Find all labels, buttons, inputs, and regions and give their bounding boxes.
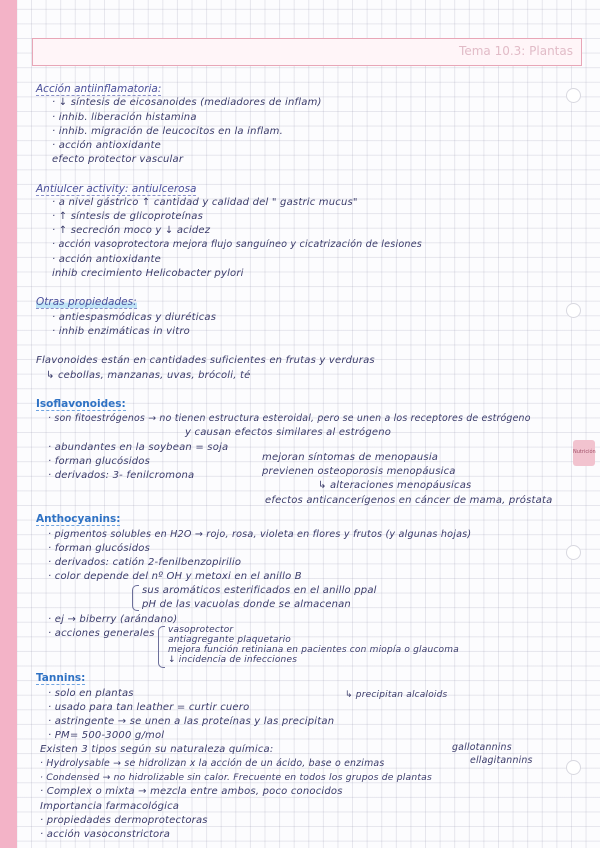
note-line: · derivados: 3- fenilcromona — [48, 470, 195, 481]
note-line: · acción antioxidante — [52, 254, 161, 265]
note-line: · inhib. migración de leucocitos en la inflam. — [52, 126, 283, 137]
note-line: · acción vasoprotectora mejora flujo sanguíneo y cicatrización de lesiones — [52, 239, 422, 250]
note-line: · usado para tan leather = curtir cuero — [48, 702, 250, 713]
note-line: gallotannins — [452, 742, 512, 753]
note-line: · pigmentos solubles en H2O → rojo, rosa, violeta en flores y frutos (y algunas hojas) — [48, 529, 472, 540]
note-line: ↳ alteraciones menopáusicas — [318, 480, 472, 491]
note-line: · Complex o mixta → mezcla entre ambos, poco conocidos — [40, 786, 343, 797]
note-line: Flavonoides están en cantidades suficientes en frutas y verduras — [36, 355, 375, 366]
note-line: antiagregante plaquetario — [168, 635, 292, 645]
note-line: · Hydrolysable → se hidrolizan x la acción de un ácido, base o enzimas — [40, 758, 385, 769]
page-margin-strip — [0, 0, 17, 848]
section-tab — [573, 440, 595, 466]
note-line: · inhib. liberación histamina — [52, 112, 197, 123]
note-line: ellagitannins — [470, 755, 533, 766]
note-line: · ↑ síntesis de glicoproteínas — [52, 211, 203, 222]
brace-mark — [158, 626, 165, 668]
note-line: · ej → biberry (arándano) — [48, 614, 178, 625]
note-line: · acciones generales — [48, 628, 155, 639]
section-heading: Otras propiedades: — [36, 296, 137, 308]
note-line: ↳ cebollas, manzanas, uvas, brócoli, té — [46, 370, 251, 381]
note-line: mejora función retiniana en pacientes con miopía o glaucoma — [168, 645, 459, 655]
section-heading: Acción antiinflamatoria: — [36, 83, 162, 95]
note-line: · antiespasmódicas y diuréticas — [52, 312, 217, 323]
brace-mark — [132, 585, 139, 611]
note-line: vasoprotector — [168, 625, 234, 635]
note-line: ↳ precipitan alcaloids — [345, 690, 448, 700]
note-line: · astringente → se unen a las proteínas y las precipitan — [48, 716, 335, 727]
note-line: · ↑ secreción moco y ↓ acidez — [52, 225, 211, 236]
section-heading: Antiulcer activity: antiulcerosa — [36, 183, 197, 195]
note-line: y causan efectos similares al estrógeno — [185, 427, 392, 438]
note-line: inhib crecimiento Helicobacter pylori — [52, 268, 244, 279]
note-line: sus aromáticos esterificados en el anillo ppal — [142, 585, 377, 596]
binder-hole — [566, 760, 581, 775]
binder-hole — [566, 88, 581, 103]
section-heading: Tannins: — [36, 672, 86, 684]
note-line: efectos anticancerígenos en cáncer de mama, próstata — [265, 495, 553, 506]
section-heading: Isoflavonoides: — [36, 398, 126, 410]
note-line: · derivados: catión 2-fenilbenzopirilio — [48, 557, 242, 568]
note-line: · propiedades dermoprotectoras — [40, 815, 208, 826]
page-header — [32, 38, 582, 66]
note-line: Importancia farmacológica — [40, 801, 180, 812]
binder-hole — [566, 303, 581, 318]
note-line: Existen 3 tipos según su naturaleza química: — [40, 744, 274, 755]
note-line: · inhib enzimáticas in vitro — [52, 326, 190, 337]
note-line: · forman glucósidos — [48, 543, 151, 554]
note-line: ↓ incidencia de infecciones — [168, 655, 298, 665]
section-tab-label: Nutrición — [573, 449, 596, 455]
note-line: · solo en plantas — [48, 688, 134, 699]
note-line: · Condensed → no hidrolizable sin calor. Frecuente en todos los grupos de plantas — [40, 772, 432, 783]
note-line: · ↓ síntesis de eicosanoides (mediadores de inflam) — [52, 97, 322, 108]
section-heading: Anthocyanins: — [36, 513, 121, 525]
note-line: · PM= 500-3000 g/mol — [48, 730, 165, 741]
note-line: pH de las vacuolas donde se almacenan — [142, 599, 351, 610]
note-line: · acción vasoconstrictora — [40, 829, 171, 840]
binder-hole — [566, 545, 581, 560]
note-line: · forman glucósidos — [48, 456, 151, 467]
note-line: · abundantes en la soybean = soja — [48, 442, 229, 453]
note-line: · color depende del nº OH y metoxi en el anillo B — [48, 571, 302, 582]
note-line: · acción antioxidante — [52, 140, 161, 151]
note-line: · son fitoestrógenos → no tienen estructura esteroidal, pero se unen a los receptores de estrógeno — [48, 413, 531, 424]
note-line: previenen osteoporosis menopáusica — [262, 466, 456, 477]
note-line: mejoran síntomas de menopausia — [262, 452, 439, 463]
note-line: · a nivel gástrico ↑ cantidad y calidad del " gastric mucus" — [52, 197, 358, 208]
page-title: Tema 10.3: Plantas — [459, 44, 573, 58]
note-line: efecto protector vascular — [52, 154, 184, 165]
